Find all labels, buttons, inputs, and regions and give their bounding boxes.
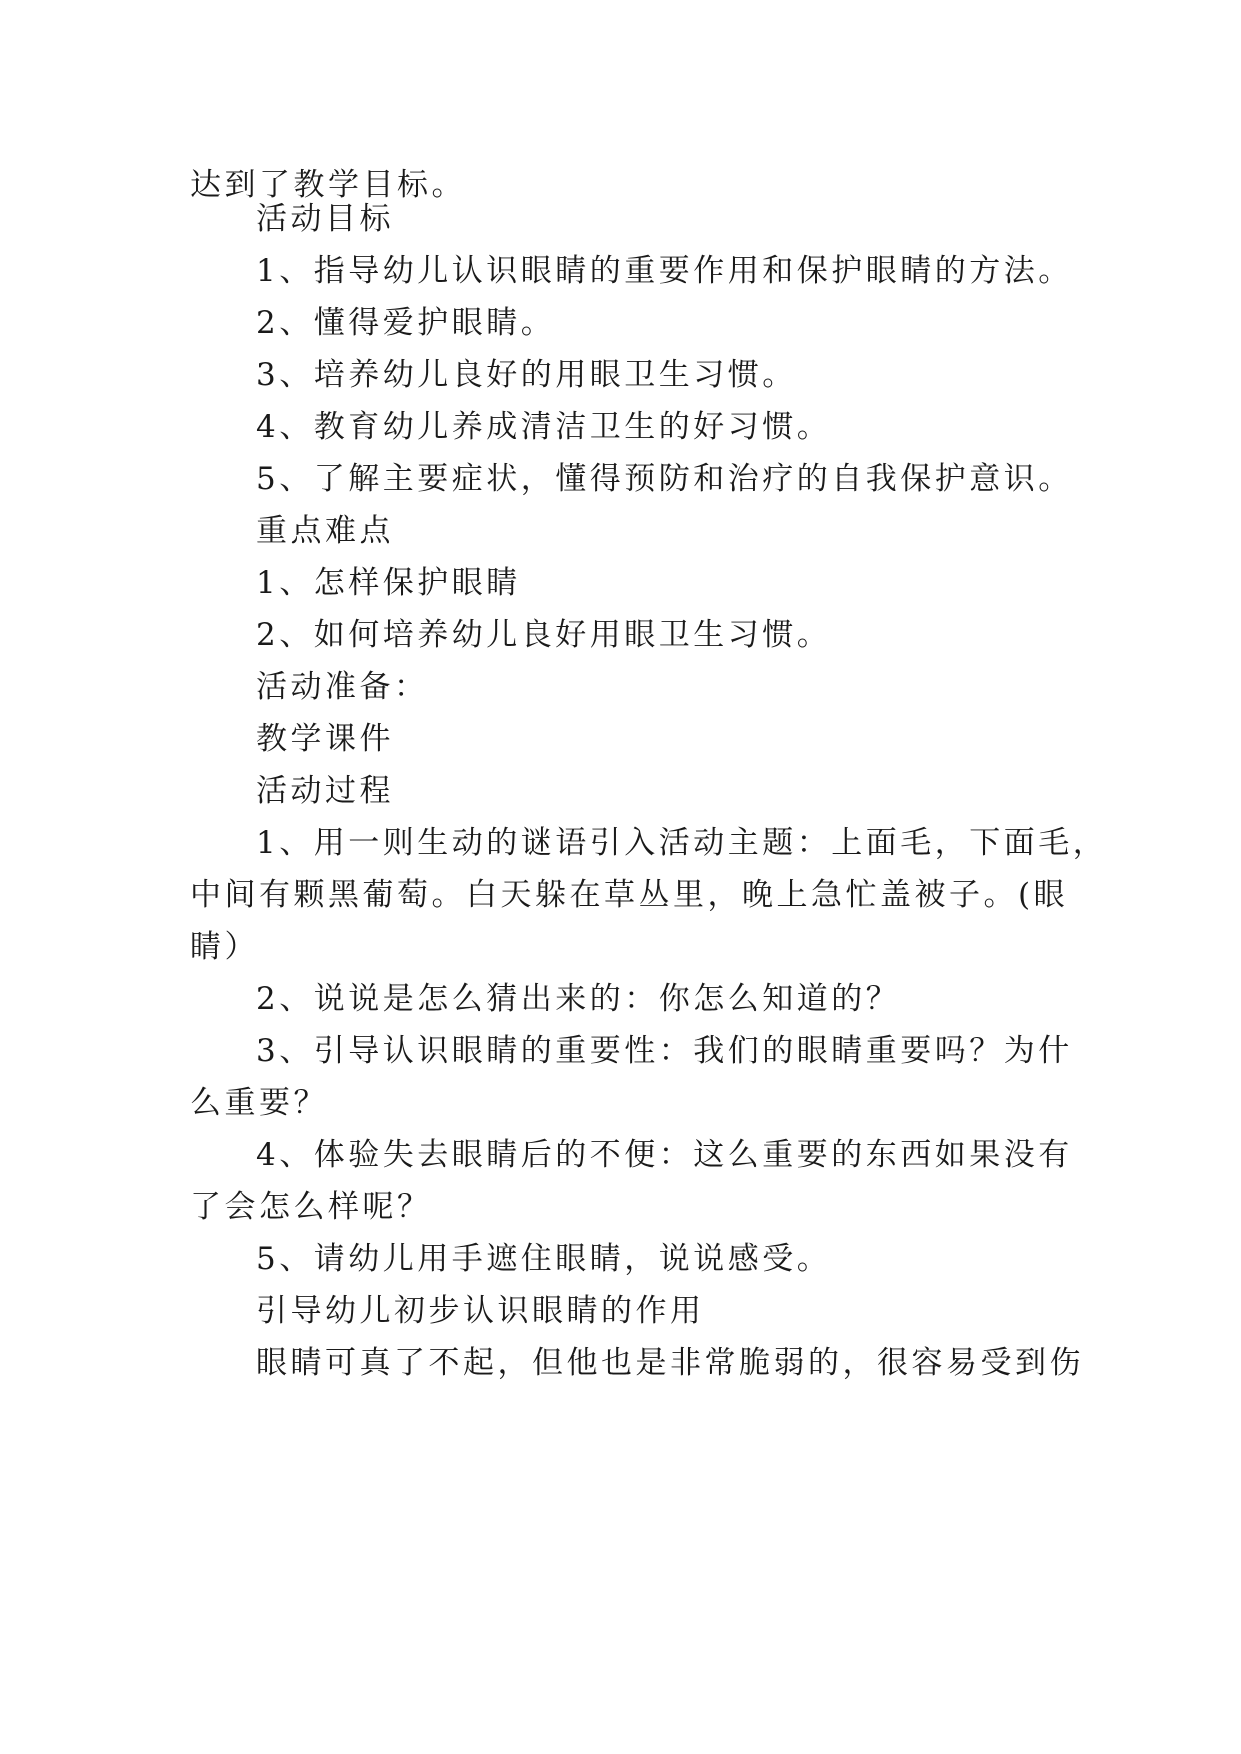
list-item: 1、用一则生动的谜语引入活动主题：上面毛，下面毛， (256, 825, 1108, 861)
section-heading: 重点难点 (256, 513, 394, 549)
text-line: 眼睛可真了不起，但他也是非常脆弱的，很容易受到伤 (256, 1345, 1084, 1381)
list-item: 1、怎样保护眼睛 (256, 565, 521, 601)
section-heading: 引导幼儿初步认识眼睛的作用 (256, 1293, 705, 1329)
list-item: 2、懂得爱护眼睛。 (256, 305, 556, 341)
text-line: 达到了教学目标。 (190, 167, 466, 203)
list-item: 2、说说是怎么猜出来的：你怎么知道的？ (256, 981, 901, 1017)
list-item: 5、请幼儿用手遮住眼睛，说说感受。 (256, 1241, 832, 1277)
text-line: 睛） (190, 929, 259, 965)
section-heading: 活动目标 (256, 201, 394, 237)
list-item: 2、如何培养幼儿良好用眼卫生习惯。 (256, 617, 832, 653)
text-line: 中间有颗黑葡萄。白天躲在草丛里，晚上急忙盖被子。(眼 (190, 877, 1069, 913)
section-heading: 活动过程 (256, 773, 394, 809)
text-line: 了会怎么样呢？ (190, 1189, 432, 1225)
text-line: 么重要？ (190, 1085, 328, 1121)
section-heading: 活动准备： (256, 669, 429, 705)
list-item: 4、教育幼儿养成清洁卫生的好习惯。 (256, 409, 832, 445)
list-item: 3、引导认识眼睛的重要性：我们的眼睛重要吗？为什 (256, 1033, 1073, 1069)
list-item: 3、培养幼儿良好的用眼卫生习惯。 (256, 357, 797, 393)
list-item: 1、指导幼儿认识眼睛的重要作用和保护眼睛的方法。 (256, 253, 1073, 289)
list-item: 4、体验失去眼睛后的不便：这么重要的东西如果没有 (256, 1137, 1073, 1173)
text-line: 教学课件 (256, 721, 394, 757)
list-item: 5、了解主要症状，懂得预防和治疗的自我保护意识。 (256, 461, 1073, 497)
